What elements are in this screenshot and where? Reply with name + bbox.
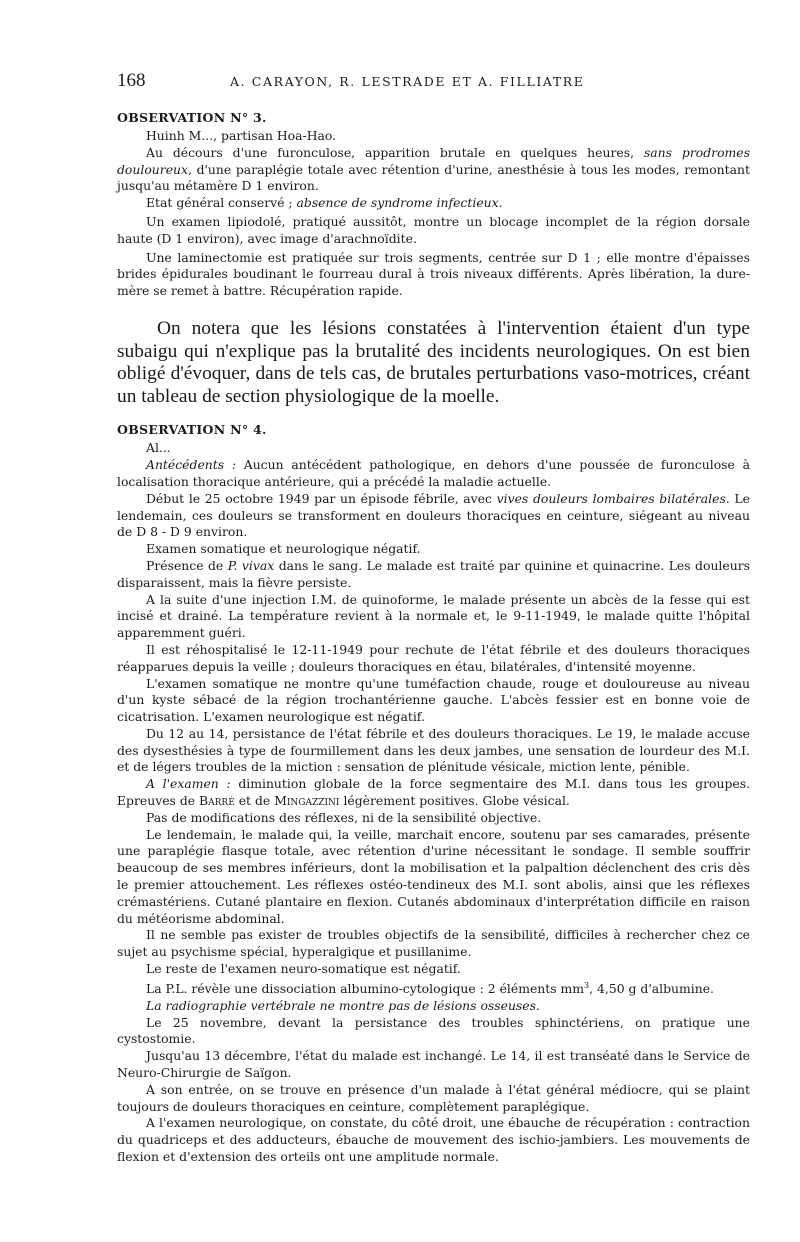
paragraph: A son entrée, on se trouve en présence d'un malade à l'état général médiocre, qui se plaint toujours de douleurs thoraciques en ceinture, complètement paraplégique. <box>117 1081 750 1114</box>
text-run: , d'une paraplégie totale avec rétention d'urine, anesthésie à tous les modes, remontant jusqu'au métamère D 1 environ. <box>117 161 750 194</box>
text-run: Au décours d'une furonculose, apparition brutale en quelques heures, <box>146 144 644 160</box>
paragraph: Du 12 au 14, persistance de l'état fébrile et des douleurs thoraciques. Le 19, le malade accuse des dysesthésies à type de fourmillement dans les deux jambes, une sensation de lourdeur des M.I. et de légers troubles de la miction : sensation de plénitude vésicale, miction lente, pénible. <box>117 725 750 775</box>
author-name: Mingazzini <box>274 793 340 809</box>
paragraph <box>117 457 750 491</box>
text-run: diminution globale de la force segmentaire des M.I. dans tous les groupes. Epreuves de <box>117 776 751 809</box>
paragraph <box>117 491 750 541</box>
text-run: Etat général conservé ; <box>146 195 297 211</box>
paragraph <box>117 998 750 1015</box>
document-page <box>117 70 750 1166</box>
superscript: 3 <box>584 980 590 990</box>
page-number: 168 <box>117 70 146 91</box>
text-run: Présence de <box>146 557 228 573</box>
author-name: Barré <box>199 793 235 809</box>
paragraph: Jusqu'au 13 décembre, l'état du malade est inchangé. Le 14, il est transéaté dans le Service de Neuro-Chirurgie de Saïgon. <box>117 1048 750 1080</box>
patient-line: Huinh M..., partisan Hoa-Hao. <box>146 128 337 143</box>
observation-3-title: OBSERVATION N° 3. <box>117 110 267 125</box>
running-head: A. CARAYON, R. LESTRADE ET A. FILLIATRE <box>230 74 585 89</box>
paragraph <box>117 776 750 810</box>
paragraph: Le 25 novembre, devant la persistance des troubles sphinctériens, on pratique une cystostomie. <box>117 1014 750 1047</box>
text-run: et de <box>234 793 275 809</box>
paragraph <box>117 195 750 212</box>
italic-run: vives douleurs lombaires bilatérales. <box>496 490 730 506</box>
italic-run: Antécédents : <box>146 457 237 473</box>
paragraph: Un examen lipiodolé, pratiqué aussitôt, montre un blocage incomplet de la région dorsale haute (D 1 environ), avec image d'arachnoïdite. <box>117 213 750 246</box>
paragraph <box>117 145 750 195</box>
paragraph: A la suite d'une injection I.M. de quinoforme, le malade présente un abcès de la fesse qui est incisé et drainé. La température revient à la normale et, le 9-11-1949, le malade quitte l'hôpital apparemment guéri. <box>117 591 750 641</box>
patient-line: Al... <box>146 440 171 456</box>
paragraph: Il ne semble pas exister de troubles objectifs de la sensibilité, difficiles à rechercher chez ce sujet au psychisme spécial, hyperalgique et pusillanime. <box>117 927 750 960</box>
text-run: légèrement positives. Globe vésical. <box>339 793 570 809</box>
paragraph: L'examen somatique ne montre qu'une tuméfaction chaude, rouge et douloureuse au niveau d'un kyste sébacé de la région trochantérienne gauche. L'abcès fessier est en bonne voie de cicatrisation. L'examen neurologique est négatif. <box>117 675 750 725</box>
italic-run: A l'examen : <box>146 776 231 792</box>
paragraph: Une laminectomie est pratiquée sur trois segments, centrée sur D 1 ; elle montre d'épaisses brides épidurales boudinant le fourreau dural à trois niveaux différents. Après libération, la dure-mère se remet à battre. Récupération rapide. <box>117 249 750 299</box>
text-run: dans le sang. Le malade est traité par quinine et quinacrine. Les douleurs disparaissent, mais la fièvre persiste. <box>117 557 750 590</box>
paragraph: Le reste de l'examen neuro-somatique est négatif. <box>146 961 461 977</box>
page-header <box>117 70 750 96</box>
paragraph <box>117 978 750 998</box>
paragraph: Le lendemain, le malade qui, la veille, marchait encore, soutenu par ses camarades, présente une paraplégie flasque totale, avec rétention d'urine nécessitant le sondage. Il semble souffrir beaucoup de ses membres inférieurs, dont la mobilisation et la palpaltion déclenchent des cris dès le premier attouchement. Les réflexes ostéo-tendineux des M.I. sont abolis, ainsi que les réflexes crémastériens. Cutané plantaire en flexion. Cutanés abdominaux d'interprétation difficile en raison du météorisme abdominal. <box>117 826 750 926</box>
commentary-paragraph: On notera que les lésions constatées à l'intervention étaient d'un type subaigu qui n'explique pas la brutalité des incidents neurologiques. On est bien obligé d'évoquer, dans de tels cas, de brutales perturbations vaso-motrices, créant un tableau de section physiologique de la moelle. <box>117 317 750 407</box>
observation-3 <box>117 110 750 300</box>
paragraph: Pas de modifications des réflexes, ni de la sensibilité objective. <box>146 809 542 825</box>
paragraph: Examen somatique et neurologique négatif. <box>146 541 421 557</box>
text-run: La P.L. révèle une dissociation albumino-cytologique : 2 éléments mm <box>146 980 585 996</box>
italic-run: sans prodromes douloureux <box>117 144 750 177</box>
text-run: Le lendemain, ces douleurs se transforment en douleurs thoraciques en ceinture, siégeant au niveau de D 8 - D 9 environ. <box>117 490 750 540</box>
observation-4-title: OBSERVATION N° 4. <box>117 422 267 438</box>
italic-run: absence de syndrome infectieux. <box>296 195 503 211</box>
italic-run: La radiographie vertébrale ne montre pas de lésions osseuses. <box>146 997 540 1013</box>
paragraph: Il est réhospitalisé le 12-11-1949 pour rechute de l'état fébrile et des douleurs thoraciques réapparues depuis la veille ; douleurs thoraciques en étau, bilatérales, d'intensité moyenne. <box>117 641 750 674</box>
italic-run: P. vivax <box>227 557 275 573</box>
observation-4 <box>117 422 750 1165</box>
paragraph: A l'examen neurologique, on constate, du côté droit, une ébauche de récupération : contraction du quadriceps et des adducteurs, ébauche de mouvement des ischio-jambiers. Les mouvements de flexion et d'extension des orteils ont une amplitude normale. <box>117 1115 750 1164</box>
text-run: Aucun antécédent pathologique, en dehors d'une poussée de furonculose à localisation thoracique antérieure, qui a précédé la maladie actuelle. <box>117 457 750 489</box>
text-run: Début le 25 octobre 1949 par un épisode fébrile, avec <box>146 490 497 506</box>
text-run: , 4,50 g d'albumine. <box>589 980 714 996</box>
paragraph <box>117 558 750 592</box>
